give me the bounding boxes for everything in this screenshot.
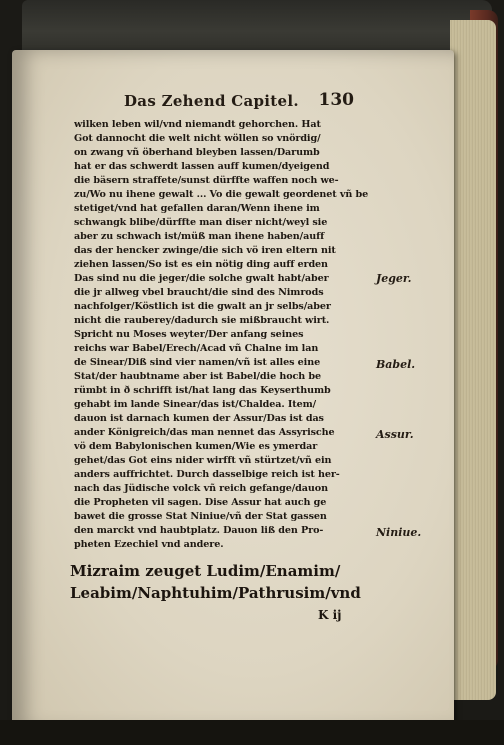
text-line: hat er das schwerdt lassen auff kumen/dyeigend <box>74 161 330 172</box>
margin-note-assur: Assur. <box>376 428 414 441</box>
large-text-line: Leabim/Naphtuhim/Pathrusim/vnd <box>70 584 361 602</box>
text-line: anders auffrichtet. Durch dasselbige reich ist her- <box>74 469 340 480</box>
text-line: die jr allweg vbel braucht/die sind des Nimrods <box>74 287 324 298</box>
text-line: gehet/das Got eins nider wirfft vñ stürtzet/vñ ein <box>74 455 332 466</box>
text-line: zu/Wo nu ihene gewalt ... Vo die gewalt geordenet vñ be <box>74 189 369 200</box>
text-line: aber zu schwach ist/müß man ihene haben/auff <box>74 231 325 242</box>
page-fore-edge <box>450 20 496 700</box>
text-line: nicht die rauberey/dadurch sie mißbraucht wirt. <box>74 315 330 326</box>
margin-note-niniue: Niniue. <box>376 526 422 539</box>
text-line: rümbt in ð schrifft ist/hat lang das Keyserthumb <box>74 385 331 396</box>
margin-note-jeger: Jeger. <box>376 272 412 285</box>
large-text-line: Mizraim zeuget Ludim/Enamim/ <box>70 562 341 580</box>
genealogy-block <box>70 560 370 604</box>
text-line: nach das Jüdische volck vñ reich gefange/dauon <box>74 483 328 494</box>
text-line: bawet die grosse Stat Niniue/vñ der Stat gassen <box>74 511 327 522</box>
text-line: den marckt vnd haubtplatz. Dauon liß den Pro- <box>74 525 324 536</box>
running-head: Das Zehend Capitel. <box>124 92 299 110</box>
text-line: das der hencker zwinge/die sich vö iren eltern nit <box>74 245 336 256</box>
text-line: Das sind nu die jeger/die solche gwalt habt/aber <box>74 273 329 284</box>
text-line: Got dannocht die welt nicht wöllen so vnördig/ <box>74 133 321 144</box>
text-line: die Propheten vil sagen. Dise Assur hat auch ge <box>74 497 327 508</box>
text-line: Stat/der haubtname aber ist Babel/die hoch be <box>74 371 321 382</box>
margin-note-babel: Babel. <box>376 358 416 371</box>
text-line: ander Königreich/das man nennet das Assyrische <box>74 427 335 438</box>
text-line: on zwang vñ öberhand bleyben lassen/Darumb <box>74 147 320 158</box>
text-line: die bäsern straffete/sunst dürffte waffen noch we- <box>74 175 339 186</box>
folio-number: 130 <box>318 90 354 110</box>
main-text-block <box>74 118 370 552</box>
text-line: schwangk blibe/dürffte man diser nicht/weyl sie <box>74 217 328 228</box>
text-line: dauon ist darnach kumen der Assur/Das ist das <box>74 413 324 424</box>
text-line: gehabt im lande Sinear/das ist/Chaldea. Item/ <box>74 399 317 410</box>
catchword: K ij <box>318 608 342 622</box>
text-line: Spricht nu Moses weyter/Der anfang seines <box>74 329 304 340</box>
text-line: nachfolger/Köstlich ist die gwalt an jr selbs/aber <box>74 301 331 312</box>
text-line: de Sinear/Diß sind vier namen/vñ ist alles eine <box>74 357 321 368</box>
text-line: pheten Ezechiel vnd andere. <box>74 539 224 550</box>
page-header <box>124 92 354 118</box>
text-line: ziehen lassen/So ist es ein nötig ding auff erden <box>74 259 328 270</box>
text-line: vö dem Babylonischen kumen/Wie es ymerdar <box>74 441 318 452</box>
text-line: stetiget/vnd hat gefallen daran/Wenn ihene im <box>74 203 320 214</box>
text-line: reichs war Babel/Erech/Acad vñ Chalne im lan <box>74 343 319 354</box>
text-line: wilken leben wil/vnd niemandt gehorchen. Hat <box>74 119 321 130</box>
background-shadow <box>0 720 504 745</box>
